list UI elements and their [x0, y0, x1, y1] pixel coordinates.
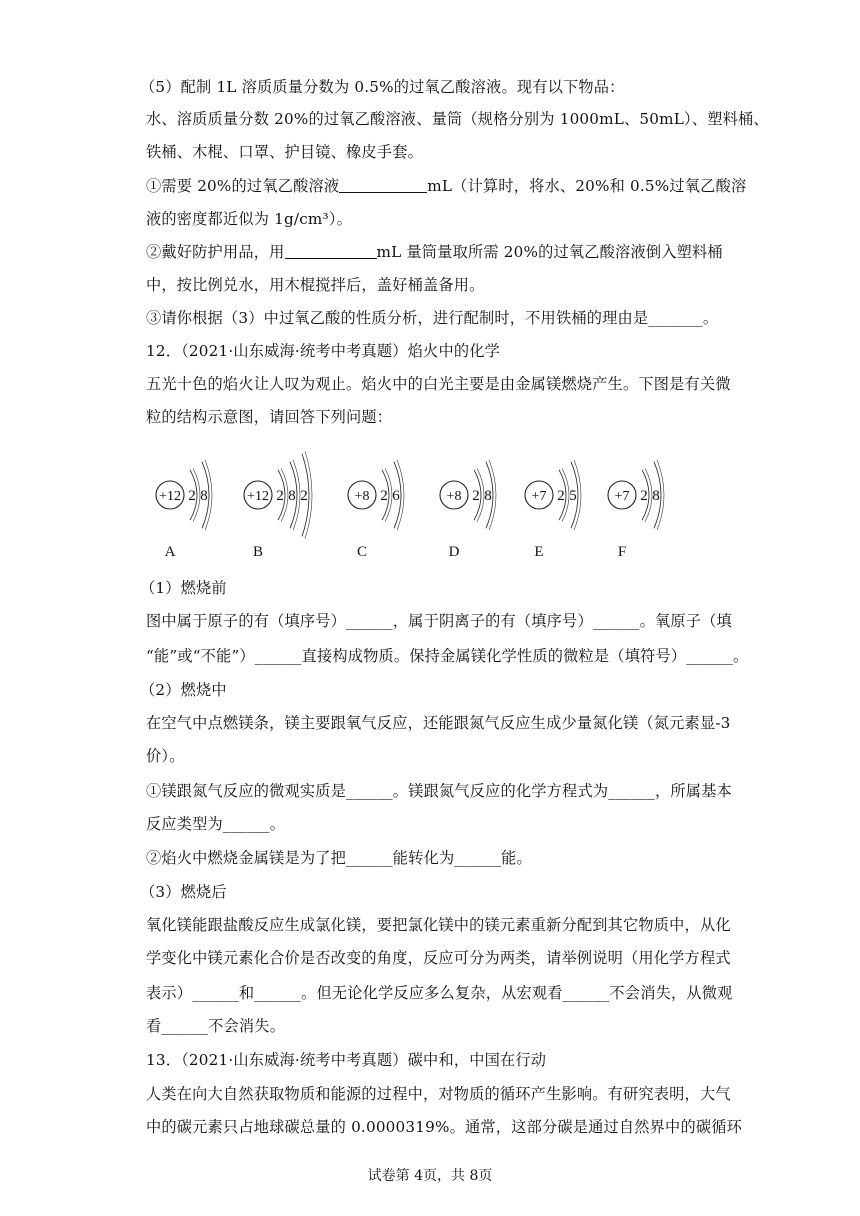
diagram-letter: B	[252, 544, 264, 560]
answer-blank[interactable]	[339, 177, 427, 193]
atom-diagram-d	[440, 460, 496, 560]
q12-part1-line1: 图中属于原子的有（填序号）______，属于阴离子的有（填序号）______。氧原子（填	[146, 612, 732, 630]
electron-count: 2	[188, 488, 196, 504]
electron-count: 2	[472, 488, 480, 504]
electron-count: 8	[652, 488, 660, 504]
q12-part3-line1: 氧化镁能跟盐酸反应生成氯化镁，要把氯化镁中的镁元素重新分配到其它物质中，从化	[146, 916, 731, 934]
nucleus-charge: +8	[354, 489, 370, 504]
q12-part2-line4: 反应类型为______。	[146, 815, 286, 833]
q12-part2-line5: ②焰火中燃烧金属镁是为了把______能转化为______能。	[146, 849, 532, 867]
electron-count: 2	[640, 488, 648, 504]
electron-count: 2	[380, 488, 388, 504]
q13-line1: 人类在向大自然获取物质和能源的过程中，对物质的循环产生影响。有研究表明，大气	[146, 1085, 731, 1103]
q11-sub2-line1	[146, 242, 723, 262]
diagram-letter: D	[448, 544, 460, 560]
nucleus-charge: +7	[531, 489, 547, 504]
q12-part3-line3: 表示）______和______。但无论化学反应多么复杂，从宏观看______不会消失，从微观	[146, 984, 733, 1002]
q11-sub2-text-b: mL 量筒量取所需 20%的过氧乙酸溶液倒入塑料桶	[376, 243, 723, 261]
q12-part2-line1: 在空气中点燃镁条，镁主要跟氧气反应，还能跟氮气反应生成少量氮化镁（氮元素显-3	[146, 714, 731, 732]
q12-part3-line2: 学变化中镁元素化合价是否改变的角度，反应可分为两类，请举例说明（用化学方程式	[146, 949, 731, 967]
q11-sub2-line2: 中，按比例兑水，用木棍搅拌后，盖好桶盖备用。	[146, 276, 485, 294]
nucleus-charge: +8	[446, 489, 462, 504]
electron-count: 8	[200, 488, 208, 504]
atom-diagram-f	[608, 460, 664, 560]
q12-part2-title: （2）燃烧中	[140, 681, 227, 699]
diagram-letter: F	[617, 544, 627, 560]
electron-count: 5	[569, 488, 577, 504]
page-footer: 试卷第 4页，共 8页	[367, 1168, 493, 1184]
atom-diagram-a	[156, 460, 212, 560]
q12-part1-title: （1）燃烧前	[140, 579, 227, 597]
q11-sub1-text-b: mL（计算时，将水、20%和 0.5%过氧乙酸溶	[427, 177, 747, 195]
electron-count: 2	[276, 488, 284, 504]
q11-items-line1: 水、溶质质量分数 20%的过氧乙酸溶液、量筒（规格分别为 1000mL、50mL）、塑料桶、	[146, 110, 769, 128]
diagram-letter: E	[534, 544, 544, 560]
diagram-letter: C	[356, 544, 368, 560]
q12-part3-line4: 看______不会消失。	[146, 1017, 286, 1035]
q12-intro-line1: 五光十色的焰火让人叹为观止。焰火中的白光主要是由金属镁燃烧产生。下图是有关微	[146, 375, 731, 393]
atomic-structure-diagrams	[140, 450, 700, 560]
q11-items-line2: 铁桶、木棍、口罩、护目镜、橡皮手套。	[146, 143, 423, 161]
q12-part2-line3: ①镁跟氮气反应的微观实质是______。镁跟氮气反应的化学方程式为______，所属基本	[146, 782, 732, 800]
nucleus-charge: +12	[159, 489, 181, 504]
q11-sub3: ③请你根据（3）中过氧乙酸的性质分析，进行配制时，不用铁桶的理由是_______。	[146, 309, 719, 327]
q12-intro-line2: 粒的结构示意图，请回答下列问题：	[146, 408, 393, 426]
q12-part1-line2: “能”或“不能”）______直接构成物质。保持金属镁化学性质的微粒是（填符号）______。	[146, 647, 749, 665]
atom-diagram-c	[348, 460, 404, 560]
q11-sub1-text-a: ①需要 20%的过氧乙酸溶液	[146, 177, 340, 195]
electron-count: 2	[557, 488, 565, 504]
answer-blank[interactable]	[285, 243, 377, 259]
q13-line2: 中的碳元素只占地球碳总量的 0.0000319%。通常，这部分碳是通过自然界中的碳循环	[146, 1118, 742, 1136]
q12-title: 12．（2021·山东威海·统考中考真题）焰火中的化学	[146, 342, 500, 360]
nucleus-charge: +7	[614, 489, 630, 504]
q12-part3-title: （3）燃烧后	[140, 883, 227, 901]
q11-sub2-text-a: ②戴好防护用品，用	[146, 243, 285, 261]
atom-diagram-e	[525, 460, 581, 560]
atom-diagram-b	[244, 451, 312, 560]
electron-count: 8	[288, 488, 296, 504]
diagram-letter: A	[164, 544, 176, 560]
q13-title: 13．（2021·山东威海·统考中考真题）碳中和，中国在行动	[146, 1051, 547, 1069]
electron-count: 2	[300, 488, 308, 504]
q11-sub1-line1	[146, 176, 746, 196]
q11-sub1-line2: 液的密度都近似为 1g/cm³）。	[146, 210, 352, 228]
electron-count: 8	[484, 488, 492, 504]
nucleus-charge: +12	[247, 489, 269, 504]
q11-part5-intro: （5）配制 1L 溶质质量分数为 0.5%的过氧乙酸溶液。现有以下物品：	[140, 78, 625, 96]
q12-part2-line2: 价）。	[146, 747, 185, 765]
electron-count: 6	[392, 488, 400, 504]
